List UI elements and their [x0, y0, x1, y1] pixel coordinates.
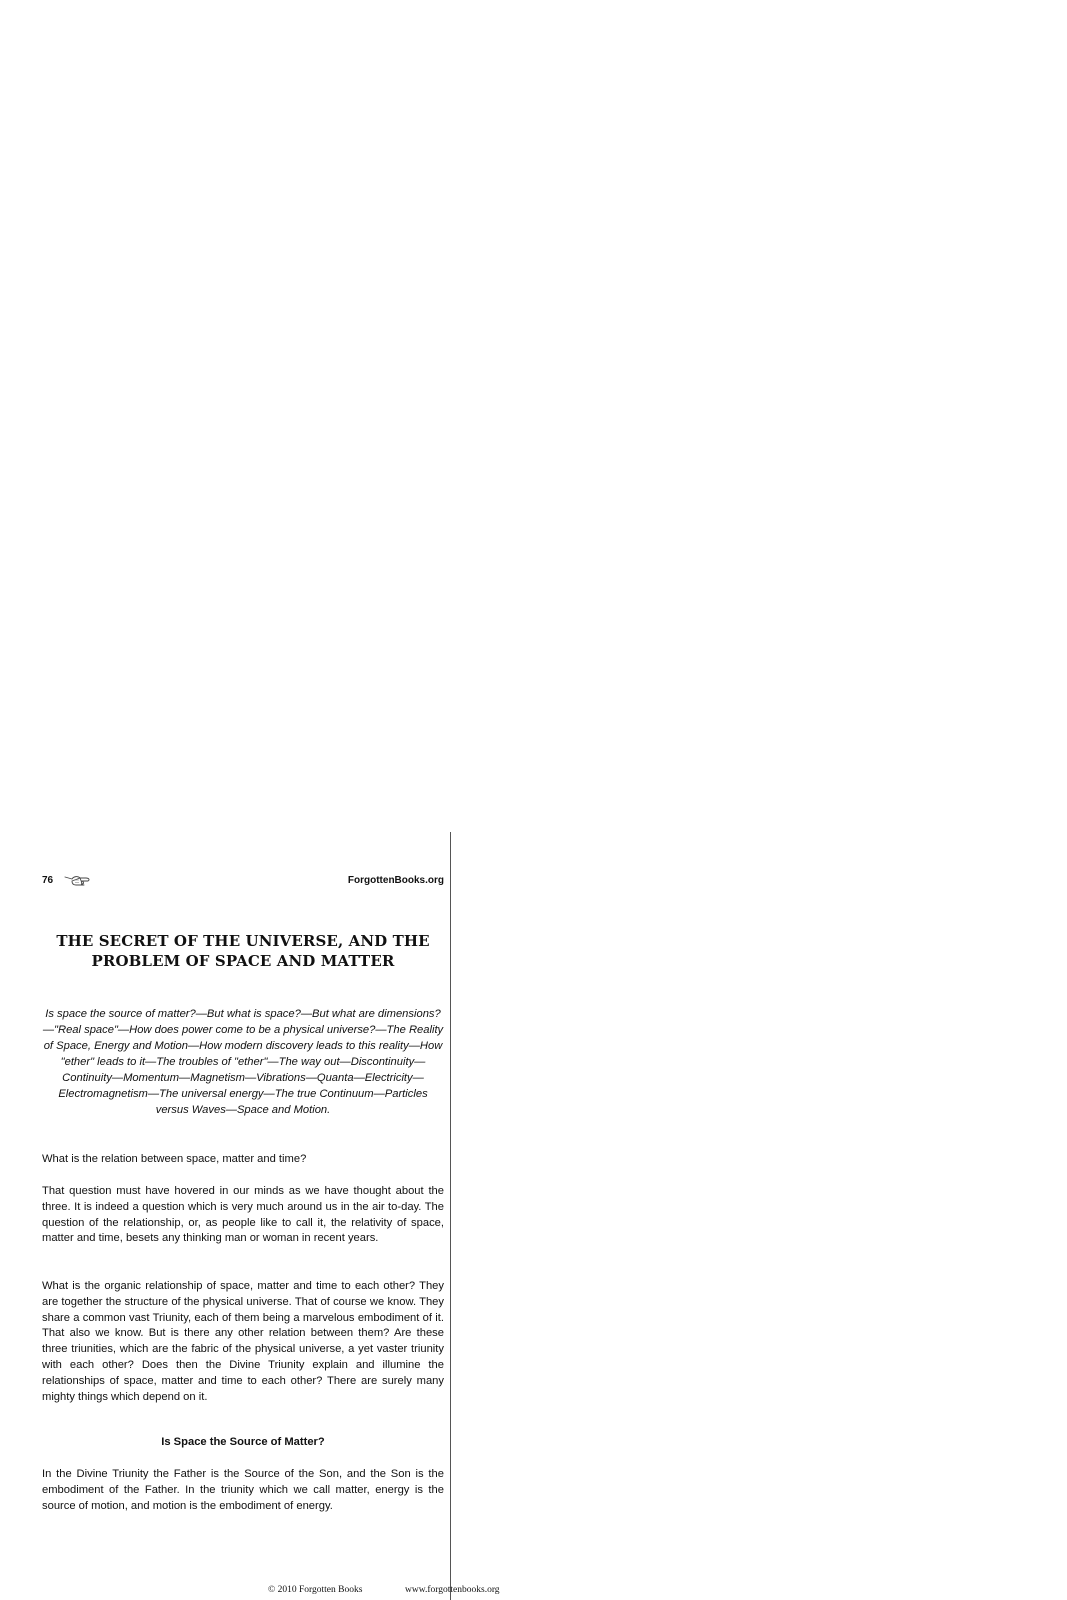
body-paragraph: What is the organic relationship of space, matter and time to each other? They are together the structure of the physical universe. That of course we know. They share a common vast Triunity, each of them being a marvelous embodiment of it. That also we know. But is there any other relation between them? Are these three triunities, which are the fabric of the physical universe, a yet vaster triunity with each other? Does then the Divine Triunity explain and illumine the relationships of space, matter and time to each other? There are surely many mighty things which depend on it. [42, 1280, 444, 1403]
section-subheading: Is Space the Source of Matter? [161, 1436, 325, 1448]
chapter-title: THE SECRET OF THE UNIVERSE, AND THE PROBLEM OF SPACE AND MATTER [56, 932, 430, 970]
body-paragraph: In the Divine Triunity the Father is the Source of the Son, and the Son is the embodiment of the Father. In the triunity which we call matter, energy is the source of motion, and motion is the embodiment of energy. [42, 1468, 444, 1512]
footer-copyright: © 2010 Forgotten Books [268, 1585, 363, 1595]
pointing-hand-icon [64, 873, 92, 887]
page-number: 76 [42, 875, 54, 886]
site-header: ForgottenBooks.org [347, 875, 444, 886]
page-divider-line [450, 832, 451, 1600]
chapter-synopsis: Is space the source of matter?—But what is space?—But what are dimensions?—"Real space"—How does power come to be a physical universe?—The Reality of Space, Energy and Motion—How modern discovery leads to this reality—How "ether" leads to it—The troubles of "ether"—The way out—Discontinuity—Continuity—Momentum—Magnetism—Vibrations—Quanta—Electricity—Electromagnetism—The universal energy—The true Continuum—Particles versus Waves—Space and Motion. [42, 1008, 444, 1116]
footer-url-link[interactable]: www.forgottenbooks.org [405, 1585, 500, 1595]
body-paragraph: What is the relation between space, matter and time? [42, 1153, 307, 1165]
body-paragraph: That question must have hovered in our minds as we have thought about the three. It is indeed a question which is very much around us in the air to-day. The question of the relationship, or, as people like to call it, the relativity of space, matter and time, besets any thinking man or woman in recent years. [42, 1185, 444, 1245]
